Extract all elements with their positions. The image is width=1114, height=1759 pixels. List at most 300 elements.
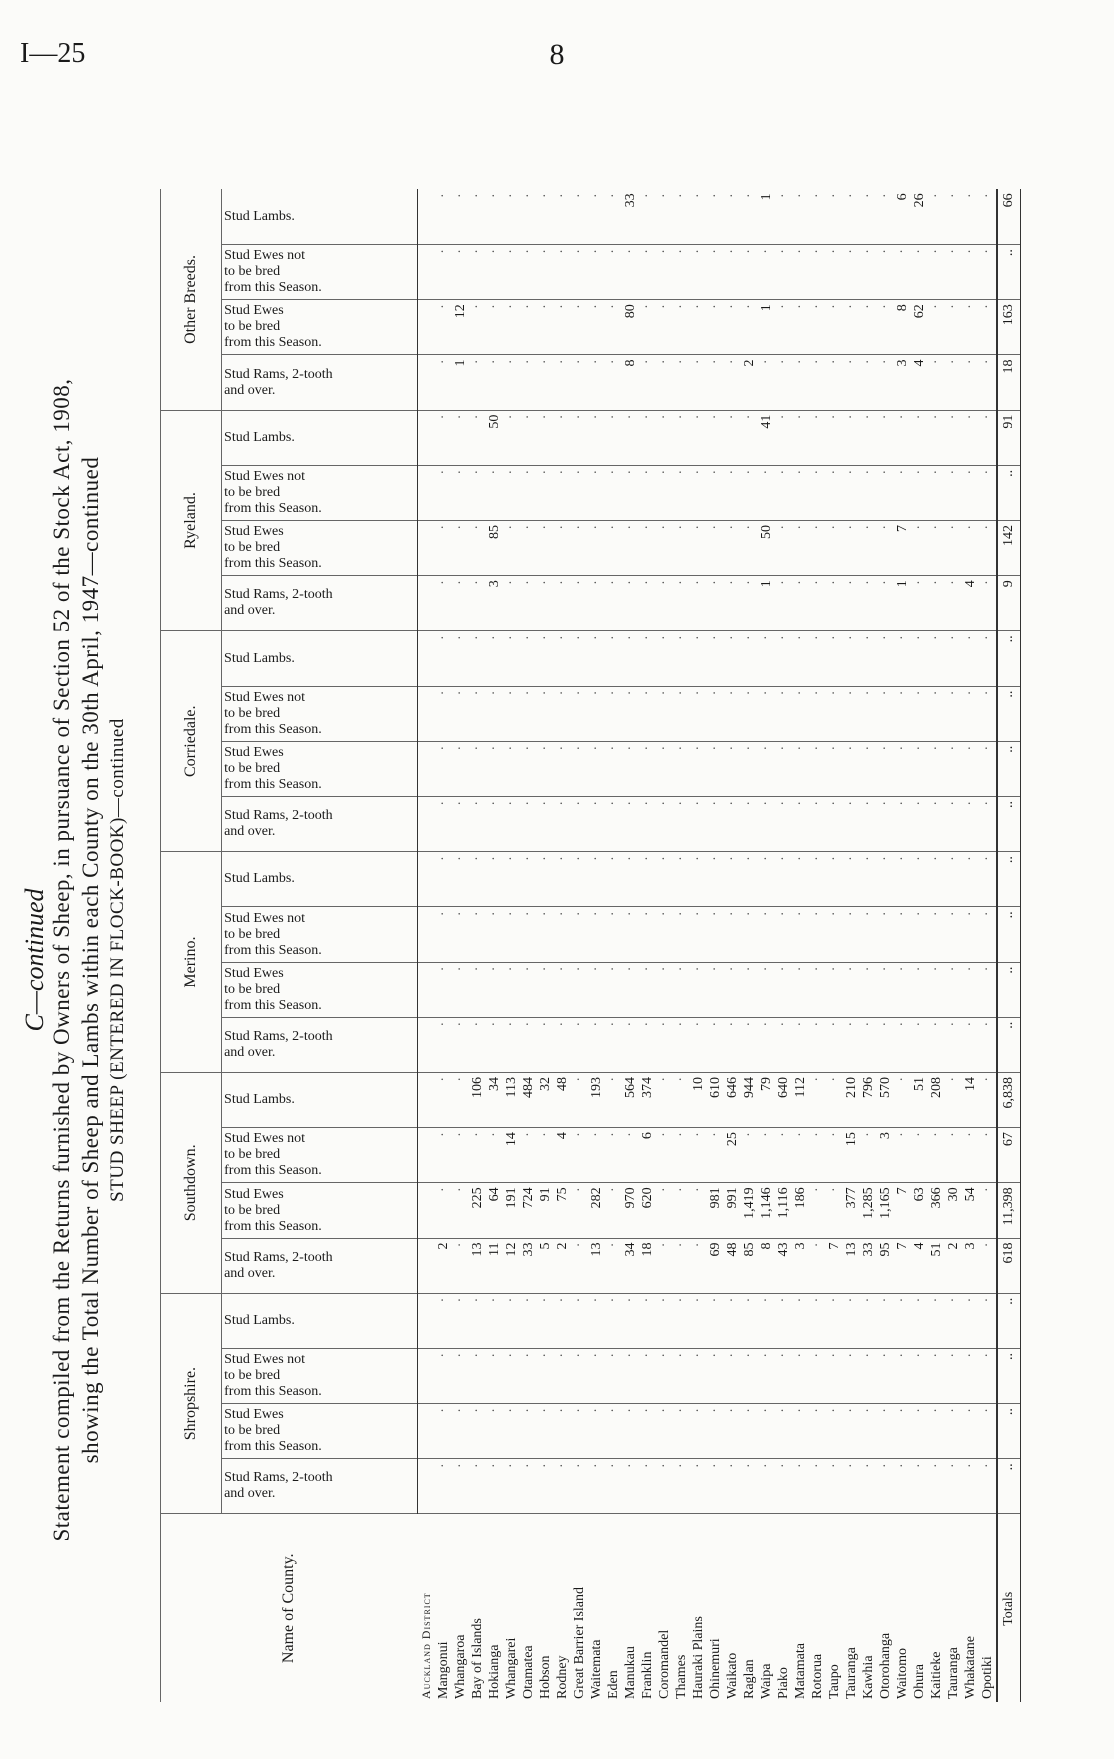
value-cell: · [673, 189, 690, 244]
total-cell: .. [997, 962, 1021, 1017]
value-cell: · [877, 962, 894, 1017]
value-cell: · [775, 962, 792, 1017]
value-cell: · [554, 1017, 571, 1072]
value-cell: · [452, 1238, 469, 1293]
report-reference: I—25 [20, 38, 86, 69]
breed-header: Other Breeds. [161, 189, 222, 410]
value-cell: · [911, 907, 928, 962]
value-cell: · [469, 300, 486, 355]
value-cell: · [707, 521, 724, 576]
value-cell: · [809, 245, 826, 300]
value-cell: 6 [639, 1128, 656, 1183]
value-cell: · [690, 521, 707, 576]
value-cell: 33 [622, 189, 639, 244]
value-cell: · [435, 410, 452, 465]
value-cell: · [758, 686, 775, 741]
county-name: Waipa [758, 1663, 774, 1699]
value-cell: · [911, 521, 928, 576]
value-cell: · [809, 1072, 826, 1127]
value-cell: · [945, 1404, 962, 1459]
value-cell: · [554, 245, 571, 300]
value-cell: · [775, 1459, 792, 1514]
value-cell: · [911, 741, 928, 796]
value-cell: · [469, 686, 486, 741]
value-cell: · [707, 962, 724, 1017]
total-cell: .. [997, 852, 1021, 907]
value-cell: · [452, 410, 469, 465]
value-cell: · [894, 1293, 911, 1348]
value-cell: · [792, 300, 809, 355]
value-cell: · [435, 962, 452, 1017]
total-cell: 67 [997, 1128, 1021, 1183]
value-cell: · [690, 189, 707, 244]
column-subheader-label: Stud Ewes not to be bred from this Season. [224, 1351, 323, 1400]
value-cell: 2 [435, 1238, 452, 1293]
value-cell: · [520, 1293, 537, 1348]
value-cell: · [792, 1128, 809, 1183]
value-cell: · [673, 1404, 690, 1459]
value-cell: · [741, 245, 758, 300]
value-cell: · [962, 907, 979, 962]
value-cell: · [435, 245, 452, 300]
totals-label: Totals [997, 1514, 1021, 1702]
value-cell: · [605, 355, 622, 410]
value-cell: · [724, 907, 741, 962]
value-cell: · [945, 852, 962, 907]
county-name: Bay of Islands [469, 1618, 485, 1699]
value-cell: · [741, 1404, 758, 1459]
column-subheader-label: Stud Rams, 2-tooth and over. [224, 808, 334, 840]
value-cell: · [707, 686, 724, 741]
value-cell: · [605, 907, 622, 962]
value-cell: · [945, 1293, 962, 1348]
county-name: Otamatea [520, 1645, 536, 1699]
value-cell: · [588, 1348, 605, 1403]
value-cell: · [962, 1404, 979, 1459]
value-cell: · [537, 576, 554, 631]
empty-cell [418, 796, 436, 851]
value-cell: · [979, 796, 997, 851]
empty-cell [418, 189, 436, 244]
column-subheader [222, 1293, 418, 1348]
value-cell: · [639, 1293, 656, 1348]
value-cell: · [724, 686, 741, 741]
total-cell: .. [997, 796, 1021, 851]
value-cell: · [520, 300, 537, 355]
column-subheader-label: Stud Lambs. [224, 871, 296, 887]
value-cell: · [656, 1404, 673, 1459]
table-row [724, 189, 741, 1702]
value-cell: · [673, 576, 690, 631]
value-cell: · [571, 300, 588, 355]
empty-cell [418, 1072, 436, 1127]
total-cell: 18 [997, 355, 1021, 410]
county-name: Waikato [724, 1652, 740, 1699]
value-cell: · [690, 1348, 707, 1403]
value-cell: 8 [622, 355, 639, 410]
value-cell: · [843, 1404, 860, 1459]
breed-header: Corriedale. [161, 631, 222, 852]
value-cell: · [639, 355, 656, 410]
value-cell: · [809, 962, 826, 1017]
value-cell: · [707, 796, 724, 851]
value-cell: · [860, 1128, 877, 1183]
value-cell: · [724, 1348, 741, 1403]
value-cell: · [979, 576, 997, 631]
value-cell: · [843, 1017, 860, 1072]
value-cell: · [588, 1459, 605, 1514]
value-cell: · [639, 1348, 656, 1403]
value-cell: · [911, 631, 928, 686]
value-cell: 1 [758, 300, 775, 355]
value-cell: · [724, 631, 741, 686]
value-cell: 193 [588, 1072, 605, 1127]
value-cell: · [656, 245, 673, 300]
value-cell: · [537, 245, 554, 300]
value-cell: · [435, 1072, 452, 1127]
value-cell: · [486, 1017, 503, 1072]
value-cell: 646 [724, 1072, 741, 1127]
column-subheader-label: Stud Ewes not to be bred from this Season. [224, 910, 323, 958]
value-cell: · [537, 686, 554, 741]
value-cell: · [962, 355, 979, 410]
column-subheader-label: Stud Rams, 2-tooth and over. [224, 587, 334, 619]
rotated-sheet [20, 180, 1020, 1740]
value-cell: 33 [520, 1238, 537, 1293]
value-cell: · [503, 245, 520, 300]
value-cell: · [503, 1404, 520, 1459]
value-cell: · [843, 1459, 860, 1514]
value-cell: · [520, 189, 537, 244]
value-cell: · [945, 741, 962, 796]
value-cell: · [690, 852, 707, 907]
value-cell: · [605, 1348, 622, 1403]
value-cell: · [826, 521, 843, 576]
value-cell: · [928, 631, 945, 686]
column-subheader-label: Stud Lambs. [224, 209, 296, 225]
value-cell: · [435, 796, 452, 851]
value-cell: · [877, 1404, 894, 1459]
value-cell: 7 [894, 1238, 911, 1293]
value-cell: 95 [877, 1238, 894, 1293]
value-cell: · [724, 796, 741, 851]
value-cell: · [792, 686, 809, 741]
value-cell: · [639, 465, 656, 520]
value-cell: · [469, 245, 486, 300]
value-cell: · [758, 796, 775, 851]
value-cell: · [520, 962, 537, 1017]
value-cell: · [945, 576, 962, 631]
value-cell: · [571, 796, 588, 851]
value-cell: · [911, 796, 928, 851]
value-cell: · [928, 410, 945, 465]
value-cell: · [792, 796, 809, 851]
value-cell: · [843, 907, 860, 962]
value-cell: · [843, 410, 860, 465]
value-cell: · [622, 576, 639, 631]
table-row [588, 189, 605, 1702]
value-cell: · [979, 1293, 997, 1348]
value-cell: · [877, 410, 894, 465]
column-subheader-label: Stud Ewes to be bred from this Season. [224, 1186, 323, 1234]
value-cell: · [860, 796, 877, 851]
value-cell: · [605, 465, 622, 520]
value-cell: · [894, 1128, 911, 1183]
table-row [520, 189, 537, 1702]
table-row [571, 189, 588, 1702]
value-cell: · [554, 465, 571, 520]
value-cell: · [894, 1404, 911, 1459]
value-cell: · [520, 521, 537, 576]
value-cell: · [724, 355, 741, 410]
county-name: Ohura [911, 1664, 927, 1699]
total-cell: 66 [997, 189, 1021, 244]
value-cell: · [690, 907, 707, 962]
value-cell: · [656, 852, 673, 907]
value-cell: · [588, 355, 605, 410]
value-cell: · [605, 962, 622, 1017]
value-cell: · [894, 907, 911, 962]
value-cell: · [911, 245, 928, 300]
value-cell: · [571, 631, 588, 686]
table-row [843, 189, 860, 1702]
table-row [639, 189, 656, 1702]
value-cell: · [911, 1459, 928, 1514]
value-cell: · [571, 686, 588, 741]
value-cell: · [741, 631, 758, 686]
value-cell: · [860, 631, 877, 686]
table-row [605, 189, 622, 1702]
value-cell: · [928, 1293, 945, 1348]
column-subheader [222, 1017, 418, 1072]
value-cell: · [571, 741, 588, 796]
value-cell: · [537, 852, 554, 907]
value-cell: · [554, 631, 571, 686]
value-cell: · [520, 355, 537, 410]
value-cell: · [928, 907, 945, 962]
value-cell: · [826, 576, 843, 631]
county-name: Manukau [622, 1646, 638, 1699]
value-cell: · [945, 245, 962, 300]
value-cell: · [571, 1238, 588, 1293]
value-cell: · [520, 907, 537, 962]
value-cell: · [724, 1459, 741, 1514]
value-cell: · [503, 576, 520, 631]
value-cell: · [656, 1128, 673, 1183]
value-cell: · [809, 410, 826, 465]
county-name: Tauranga [843, 1647, 859, 1699]
value-cell: · [452, 852, 469, 907]
value-cell: · [656, 410, 673, 465]
value-cell: · [588, 189, 605, 244]
value-cell: · [962, 410, 979, 465]
value-cell: 12 [452, 300, 469, 355]
value-cell: · [554, 907, 571, 962]
value-cell: · [707, 576, 724, 631]
value-cell: 3 [486, 576, 503, 631]
value-cell: · [775, 796, 792, 851]
value-cell: · [928, 189, 945, 244]
value-cell: · [520, 852, 537, 907]
value-cell: · [503, 907, 520, 962]
empty-cell [418, 1459, 436, 1514]
value-cell: · [945, 521, 962, 576]
value-cell: · [605, 245, 622, 300]
value-cell: 91 [537, 1183, 554, 1238]
value-cell: · [775, 245, 792, 300]
table-row [792, 189, 809, 1702]
value-cell: · [690, 1293, 707, 1348]
value-cell: · [690, 355, 707, 410]
value-cell: · [588, 1404, 605, 1459]
value-cell: · [554, 741, 571, 796]
value-cell: · [554, 300, 571, 355]
value-cell: · [928, 576, 945, 631]
value-cell: · [741, 1017, 758, 1072]
value-cell: · [605, 1017, 622, 1072]
value-cell: · [656, 796, 673, 851]
empty-cell [418, 852, 436, 907]
value-cell: · [605, 1072, 622, 1127]
value-cell: 43 [775, 1238, 792, 1293]
value-cell: · [452, 245, 469, 300]
value-cell: 3 [962, 1238, 979, 1293]
value-cell: · [639, 631, 656, 686]
value-cell: 7 [894, 1183, 911, 1238]
value-cell: · [707, 189, 724, 244]
value-cell: · [792, 355, 809, 410]
value-cell: · [639, 907, 656, 962]
value-cell: · [826, 1348, 843, 1403]
value-cell: · [911, 1293, 928, 1348]
county-name: Taupo [826, 1664, 842, 1699]
value-cell: · [741, 962, 758, 1017]
value-cell: · [826, 962, 843, 1017]
empty-cell [418, 521, 436, 576]
breed-header: Merino. [161, 852, 222, 1073]
value-cell: · [571, 576, 588, 631]
value-cell: 3 [792, 1238, 809, 1293]
value-cell: · [690, 1404, 707, 1459]
value-cell: 63 [911, 1183, 928, 1238]
value-cell: · [486, 189, 503, 244]
value-cell: · [724, 1017, 741, 1072]
value-cell: · [571, 907, 588, 962]
table-row [741, 189, 758, 1702]
value-cell: · [486, 686, 503, 741]
value-cell: · [537, 189, 554, 244]
value-cell: · [894, 796, 911, 851]
value-cell: · [860, 962, 877, 1017]
value-cell: · [537, 300, 554, 355]
value-cell: 282 [588, 1183, 605, 1238]
value-cell: · [486, 245, 503, 300]
value-cell: · [928, 355, 945, 410]
value-cell: · [452, 1348, 469, 1403]
value-cell: · [622, 907, 639, 962]
value-cell: · [792, 1459, 809, 1514]
value-cell: · [588, 907, 605, 962]
value-cell: · [724, 245, 741, 300]
value-cell: · [656, 907, 673, 962]
value-cell: · [673, 962, 690, 1017]
value-cell: · [809, 521, 826, 576]
value-cell: · [758, 1293, 775, 1348]
value-cell: · [758, 741, 775, 796]
total-cell: .. [997, 1017, 1021, 1072]
value-cell: 564 [622, 1072, 639, 1127]
value-cell: · [605, 300, 622, 355]
value-cell: · [605, 1183, 622, 1238]
value-cell: · [452, 1459, 469, 1514]
value-cell: · [979, 1072, 997, 1127]
value-cell: · [656, 631, 673, 686]
page-number: 8 [549, 38, 565, 71]
value-cell: · [928, 852, 945, 907]
value-cell: · [826, 300, 843, 355]
empty-cell [418, 631, 436, 686]
value-cell: · [894, 631, 911, 686]
value-cell: · [520, 1128, 537, 1183]
value-cell: 4 [911, 1238, 928, 1293]
value-cell: · [979, 300, 997, 355]
value-cell: 13 [588, 1238, 605, 1293]
column-subheader-label: Stud Lambs. [224, 650, 296, 666]
value-cell: · [928, 300, 945, 355]
value-cell: · [877, 796, 894, 851]
value-cell: 14 [503, 1128, 520, 1183]
total-cell: .. [997, 1459, 1021, 1514]
value-cell: · [520, 1459, 537, 1514]
value-cell: · [945, 300, 962, 355]
value-cell: · [656, 576, 673, 631]
column-subheader-label: Stud Rams, 2-tooth and over. [224, 1028, 334, 1060]
column-subheader-label: Stud Ewes not to be bred from this Season. [224, 689, 323, 737]
value-cell: · [809, 1017, 826, 1072]
value-cell: · [809, 1348, 826, 1403]
value-cell: · [724, 465, 741, 520]
value-cell: · [962, 1348, 979, 1403]
value-cell: · [622, 1017, 639, 1072]
value-cell: · [809, 1183, 826, 1238]
value-cell: · [639, 852, 656, 907]
value-cell: · [724, 576, 741, 631]
value-cell: · [537, 907, 554, 962]
value-cell: · [860, 1293, 877, 1348]
value-cell: · [503, 410, 520, 465]
value-cell: 51 [928, 1238, 945, 1293]
value-cell: · [962, 631, 979, 686]
value-cell: · [809, 852, 826, 907]
value-cell: · [605, 631, 622, 686]
value-cell: · [588, 631, 605, 686]
value-cell: · [860, 245, 877, 300]
value-cell: · [673, 1072, 690, 1127]
value-cell: · [707, 1348, 724, 1403]
value-cell: · [843, 741, 860, 796]
value-cell: · [741, 576, 758, 631]
value-cell: · [945, 631, 962, 686]
value-cell: · [554, 355, 571, 410]
value-cell: · [554, 189, 571, 244]
value-cell: · [707, 465, 724, 520]
value-cell: · [469, 741, 486, 796]
value-cell: · [979, 631, 997, 686]
value-cell: · [707, 631, 724, 686]
value-cell: · [707, 741, 724, 796]
value-cell: · [843, 796, 860, 851]
value-cell: · [673, 852, 690, 907]
